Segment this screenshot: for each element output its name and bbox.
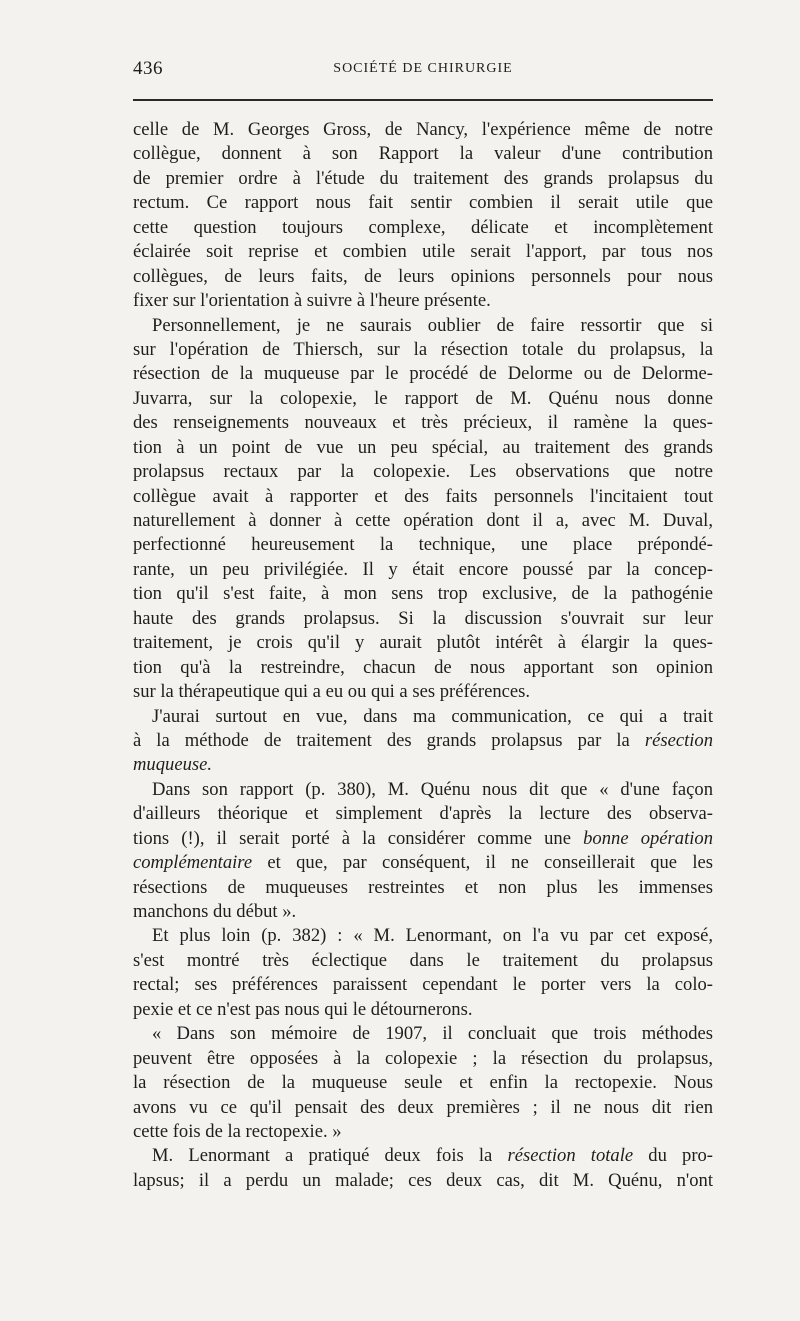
text-line	[133, 338, 713, 362]
page-header	[133, 58, 713, 88]
text-segment: celle de M. Georges Gross, de Nancy, l'expérience même de notre	[133, 119, 713, 140]
text-segment: pexie et ce n'est pas nous qui le détournerons.	[133, 998, 473, 1020]
text-line	[133, 436, 713, 460]
text-line	[133, 876, 713, 900]
text-segment: tions (!), il serait porté à la considérer comme une	[133, 827, 584, 849]
text-line	[133, 314, 713, 338]
text-line	[133, 998, 713, 1022]
text-line	[133, 289, 713, 313]
text-segment: M. Lenormant a pratiqué deux fois la	[152, 1145, 508, 1167]
italic-text: muqueuse.	[133, 754, 213, 776]
text-line	[133, 582, 713, 606]
text-line	[133, 142, 713, 166]
text-line	[133, 558, 713, 582]
text-line	[133, 509, 713, 533]
text-segment: collègue, donnent à son Rapport la valeur d'une contribution	[133, 143, 713, 165]
text-segment: naturellement à donner à cette opération dont il a, avec M. Duval,	[133, 510, 713, 531]
text-line	[133, 631, 713, 655]
text-line	[133, 387, 713, 411]
body-text	[133, 118, 713, 1193]
text-segment: avons vu ce qu'il pensait des deux premières ; il ne nous dit rien	[133, 1096, 713, 1118]
text-segment: collègue avait à rapporter et des faits personnels l'incitaient tout	[133, 485, 713, 507]
text-line	[133, 1047, 713, 1071]
text-segment: résections de muqueuses restreintes et non plus les immenses	[133, 876, 713, 898]
text-line	[133, 656, 713, 680]
text-line	[133, 1144, 713, 1168]
text-line	[133, 216, 713, 240]
text-segment: cette question toujours complexe, délicate et incomplètement	[133, 216, 713, 238]
text-segment: tion à un point de vue un peu spécial, au traitement des grands	[133, 436, 713, 458]
text-line	[133, 1071, 713, 1095]
text-segment: rante, un peu privilégiée. Il y était encore poussé par la concep-	[133, 558, 713, 580]
italic-text: résection	[644, 729, 713, 751]
text-segment: rectal; ses préférences paraissent cependant le porter vers la colo-	[133, 974, 713, 996]
text-segment: la résection de la muqueuse seule et enfin la rectopexie. Nous	[133, 1072, 713, 1094]
text-segment: haute des grands prolapsus. Si la discussion s'ouvrait sur leur	[133, 607, 713, 629]
text-segment: Et plus loin (p. 382) : « M. Lenormant, on l'a vu par cet exposé,	[152, 925, 713, 947]
text-line	[133, 362, 713, 386]
running-head: SOCIÉTÉ DE CHIRURGIE	[333, 61, 513, 76]
text-segment: sur l'opération de Thiersch, sur la résection totale du prolapsus, la	[133, 338, 713, 360]
text-segment: « Dans son mémoire de 1907, il concluait que trois méthodes	[152, 1023, 713, 1045]
text-line	[133, 802, 713, 826]
text-line	[133, 265, 713, 289]
text-line	[133, 680, 713, 704]
text-line	[133, 533, 713, 557]
text-line	[133, 191, 713, 215]
text-line	[133, 1022, 713, 1046]
text-line	[133, 1096, 713, 1120]
text-line	[133, 485, 713, 509]
text-segment: collègues, de leurs faits, de leurs opinions personnels pour nous	[133, 265, 713, 287]
text-segment: résection de la muqueuse par le procédé de Delorme ou de Delorme-	[133, 363, 713, 385]
text-segment: à la méthode de traitement des grands prolapsus par la	[133, 729, 645, 751]
text-segment: rectum. Ce rapport nous fait sentir combien il serait utile que	[133, 192, 713, 214]
text-segment: lapsus; il a perdu un malade; ces deux cas, dit M. Quénu, n'ont	[133, 1169, 713, 1191]
text-line	[133, 729, 713, 753]
text-line	[133, 460, 713, 484]
text-line	[133, 411, 713, 435]
text-line	[133, 705, 713, 729]
text-line	[133, 167, 713, 191]
text-segment: sur la thérapeutique qui a eu ou qui a ses préférences.	[133, 681, 531, 703]
text-line	[133, 1120, 713, 1144]
text-line	[133, 827, 713, 851]
text-segment: de premier ordre à l'étude du traitement des grands prolapsus du	[133, 167, 713, 189]
text-segment: manchons du début ».	[133, 901, 297, 922]
italic-text: complémentaire	[133, 852, 253, 874]
italic-text: résection totale	[507, 1145, 634, 1167]
text-segment: J'aurai surtout en vue, dans ma communication, ce qui a trait	[152, 705, 713, 727]
text-segment: Dans son rapport (p. 380), M. Quénu nous dit que « d'une façon	[152, 778, 713, 800]
text-segment: et que, par conséquent, il ne conseillerait que les	[252, 852, 713, 874]
text-line	[133, 753, 713, 777]
text-line	[133, 118, 713, 142]
text-segment: traitement, je crois qu'il y aurait plutôt intérêt à élargir la ques-	[133, 632, 713, 654]
text-segment: des renseignements nouveaux et très précieux, il ramène la ques-	[133, 412, 713, 434]
text-segment: du pro-	[633, 1145, 713, 1167]
text-line	[133, 851, 713, 875]
text-line	[133, 900, 713, 924]
italic-text: bonne opération	[583, 827, 713, 849]
text-segment: s'est montré très éclectique dans le traitement du prolapsus	[133, 949, 713, 971]
text-segment: tion qu'il s'est faite, à mon sens trop exclusive, de la pathogénie	[133, 583, 713, 605]
text-line	[133, 924, 713, 948]
text-segment: cette fois de la rectopexie. »	[133, 1120, 342, 1142]
text-segment: perfectionné heureusement la technique, une place prépondé-	[133, 534, 713, 556]
text-segment: Personnellement, je ne saurais oublier de faire ressortir que si	[152, 314, 713, 336]
text-segment: Juvarra, sur la colopexie, le rapport de M. Quénu nous donne	[133, 387, 713, 409]
text-line	[133, 1169, 713, 1193]
text-segment: d'ailleurs théorique et simplement d'après la lecture des observa-	[133, 803, 713, 825]
text-line	[133, 778, 713, 802]
text-segment: tion qu'à la restreindre, chacun de nous apportant son opinion	[133, 656, 713, 678]
text-segment: prolapsus rectaux par la colopexie. Les observations que notre	[133, 461, 713, 483]
text-segment: éclairée soit reprise et combien utile serait l'apport, par tous nos	[133, 241, 713, 263]
text-line	[133, 949, 713, 973]
page-number: 436	[133, 58, 163, 79]
text-segment: peuvent être opposées à la colopexie ; la résection du prolapsus,	[133, 1047, 713, 1069]
text-line	[133, 973, 713, 997]
text-line	[133, 240, 713, 264]
text-segment: fixer sur l'orientation à suivre à l'heure présente.	[133, 290, 491, 312]
header-rule	[133, 99, 713, 101]
text-line	[133, 607, 713, 631]
